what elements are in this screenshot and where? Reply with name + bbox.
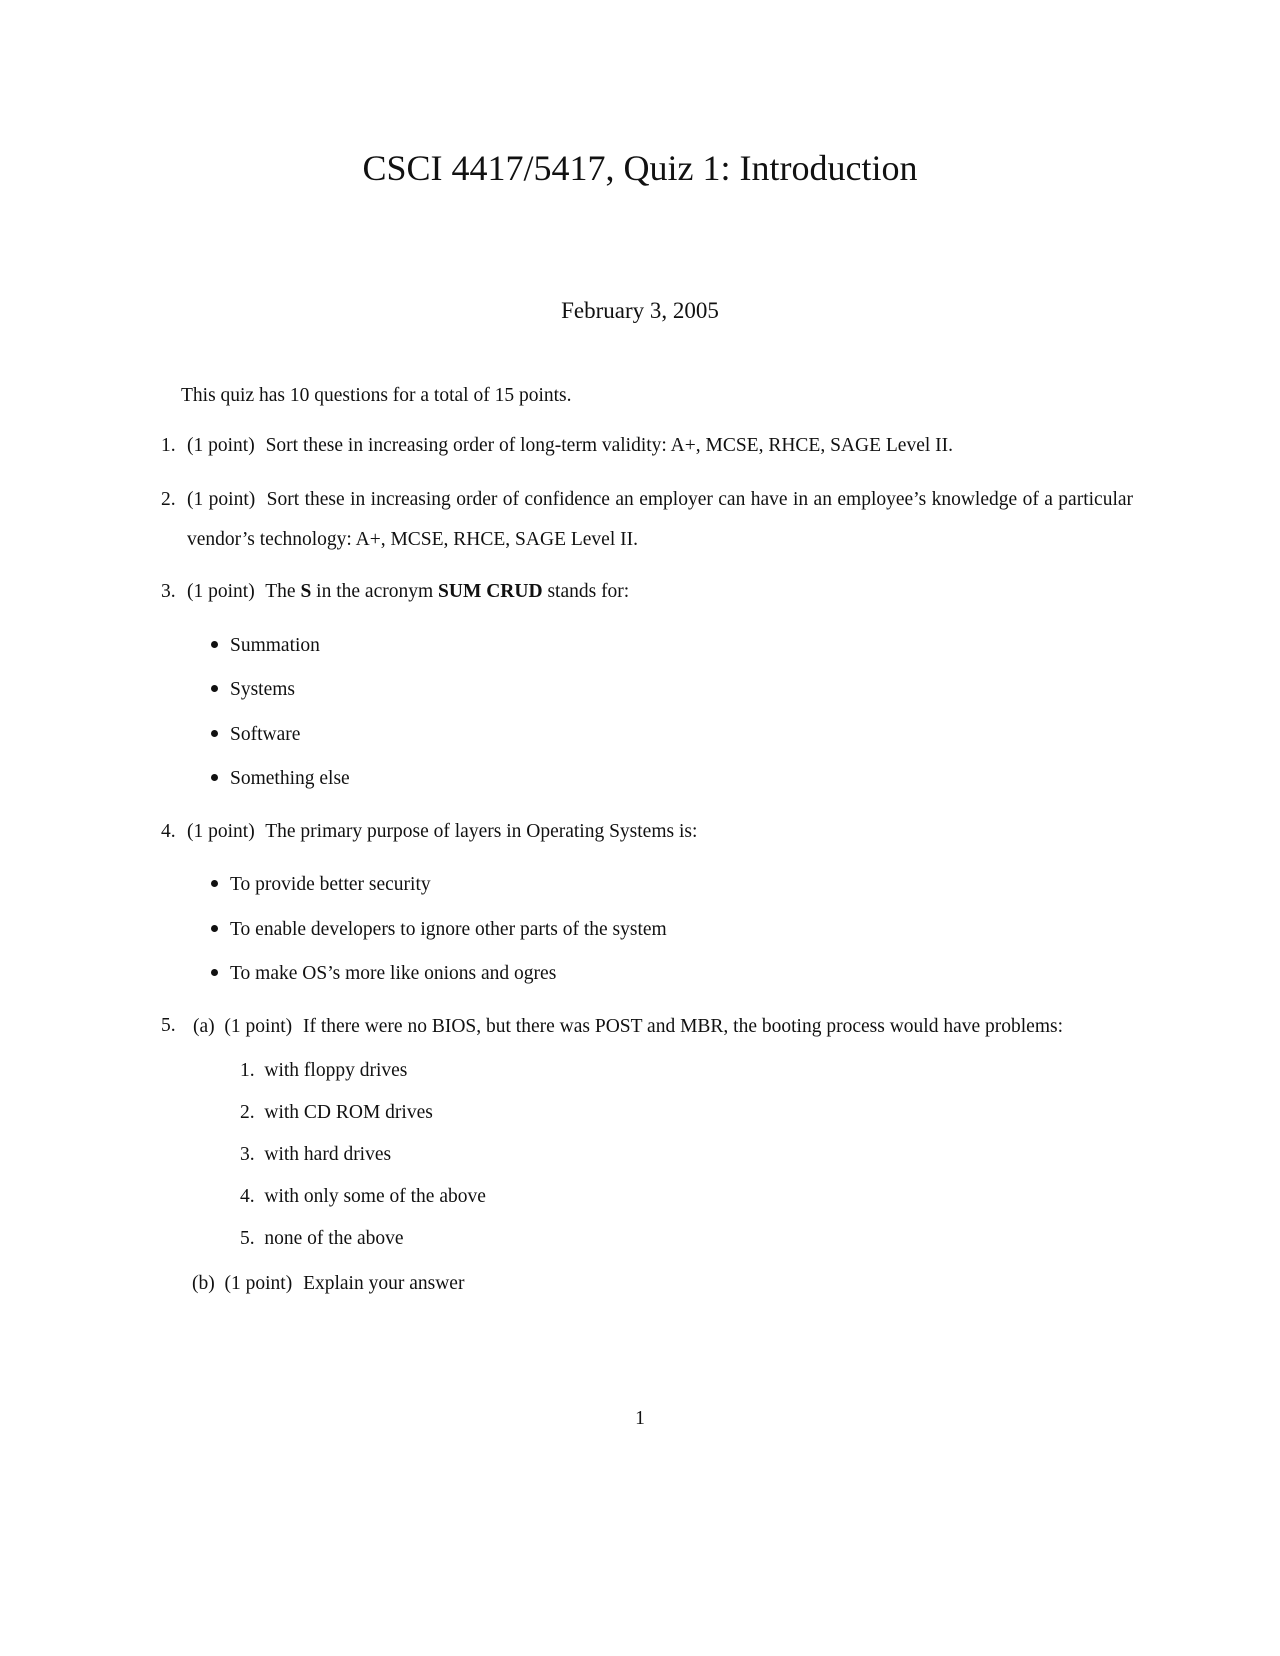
question-number: 1. [161, 435, 176, 456]
list-item: Something else [211, 766, 350, 792]
question-text: The [265, 581, 296, 602]
question-3 [161, 572, 1133, 612]
part-label: (a) [193, 1016, 215, 1037]
acronym: SUM CRUD [438, 581, 543, 602]
question-number: 2. [161, 489, 176, 510]
list-item: Summation [211, 633, 320, 659]
page-number: 1 [635, 1408, 645, 1429]
question-points: (1 point) [224, 1273, 293, 1294]
intro-text: This quiz has 10 questions for a total of 15 points. [181, 385, 572, 406]
page-title: CSCI 4417/5417, Quiz 1: Introduction [362, 148, 918, 188]
question-4 [161, 812, 1133, 852]
list-item: To enable developers to ignore other parts of the system [211, 917, 667, 943]
question-points: (1 point) [187, 821, 255, 842]
bullet-icon [211, 925, 218, 932]
question-text: If there were no BIOS, but there was POST and MBR, the booting process would have problems: [302, 1016, 1063, 1037]
question-text: Sort these in increasing order of confidence an employer can have in an employee’s knowledge of a particular vendor’s technology: A+, MCSE, RHCE, SAGE Level II. [187, 489, 1134, 550]
question-number: 3. [161, 581, 176, 602]
list-item: To provide better security [211, 872, 431, 898]
bold-letter: S [300, 581, 312, 602]
bullet-icon [211, 641, 218, 648]
question-text: Explain your answer [303, 1273, 465, 1294]
bullet-icon [211, 774, 218, 781]
question-5a [193, 1014, 1063, 1040]
question-text: in the acronym [316, 581, 434, 602]
question-points: (1 point) [187, 435, 255, 456]
list-item: 2. with CD ROM drives [240, 1102, 433, 1123]
list-item: To make OS’s more like onions and ogres [211, 961, 556, 987]
list-item: Software [211, 722, 300, 748]
question-points: (1 point) [224, 1016, 293, 1037]
list-item: Systems [211, 677, 295, 703]
question-points: (1 point) [187, 581, 255, 602]
question-number: 5. [161, 1015, 176, 1036]
question-points: (1 point) [187, 489, 256, 510]
question-number: 4. [161, 821, 176, 842]
question-text: The primary purpose of layers in Operating Systems is: [265, 821, 698, 842]
list-item: 4. with only some of the above [240, 1186, 486, 1207]
bullet-icon [211, 969, 218, 976]
question-text: Sort these in increasing order of long-term validity: A+, MCSE, RHCE, SAGE Level II. [265, 435, 954, 456]
bullet-icon [211, 685, 218, 692]
part-label: (b) [192, 1273, 215, 1294]
question-5b [192, 1271, 464, 1297]
question-1 [161, 426, 1133, 466]
question-2 [161, 480, 1133, 560]
list-item: 5. none of the above [240, 1228, 404, 1249]
question-text: stands for: [547, 581, 630, 602]
list-item: 1. with floppy drives [240, 1060, 408, 1081]
bullet-icon [211, 880, 218, 887]
bullet-icon [211, 730, 218, 737]
quiz-date: February 3, 2005 [561, 298, 719, 323]
list-item: 3. with hard drives [240, 1144, 392, 1165]
